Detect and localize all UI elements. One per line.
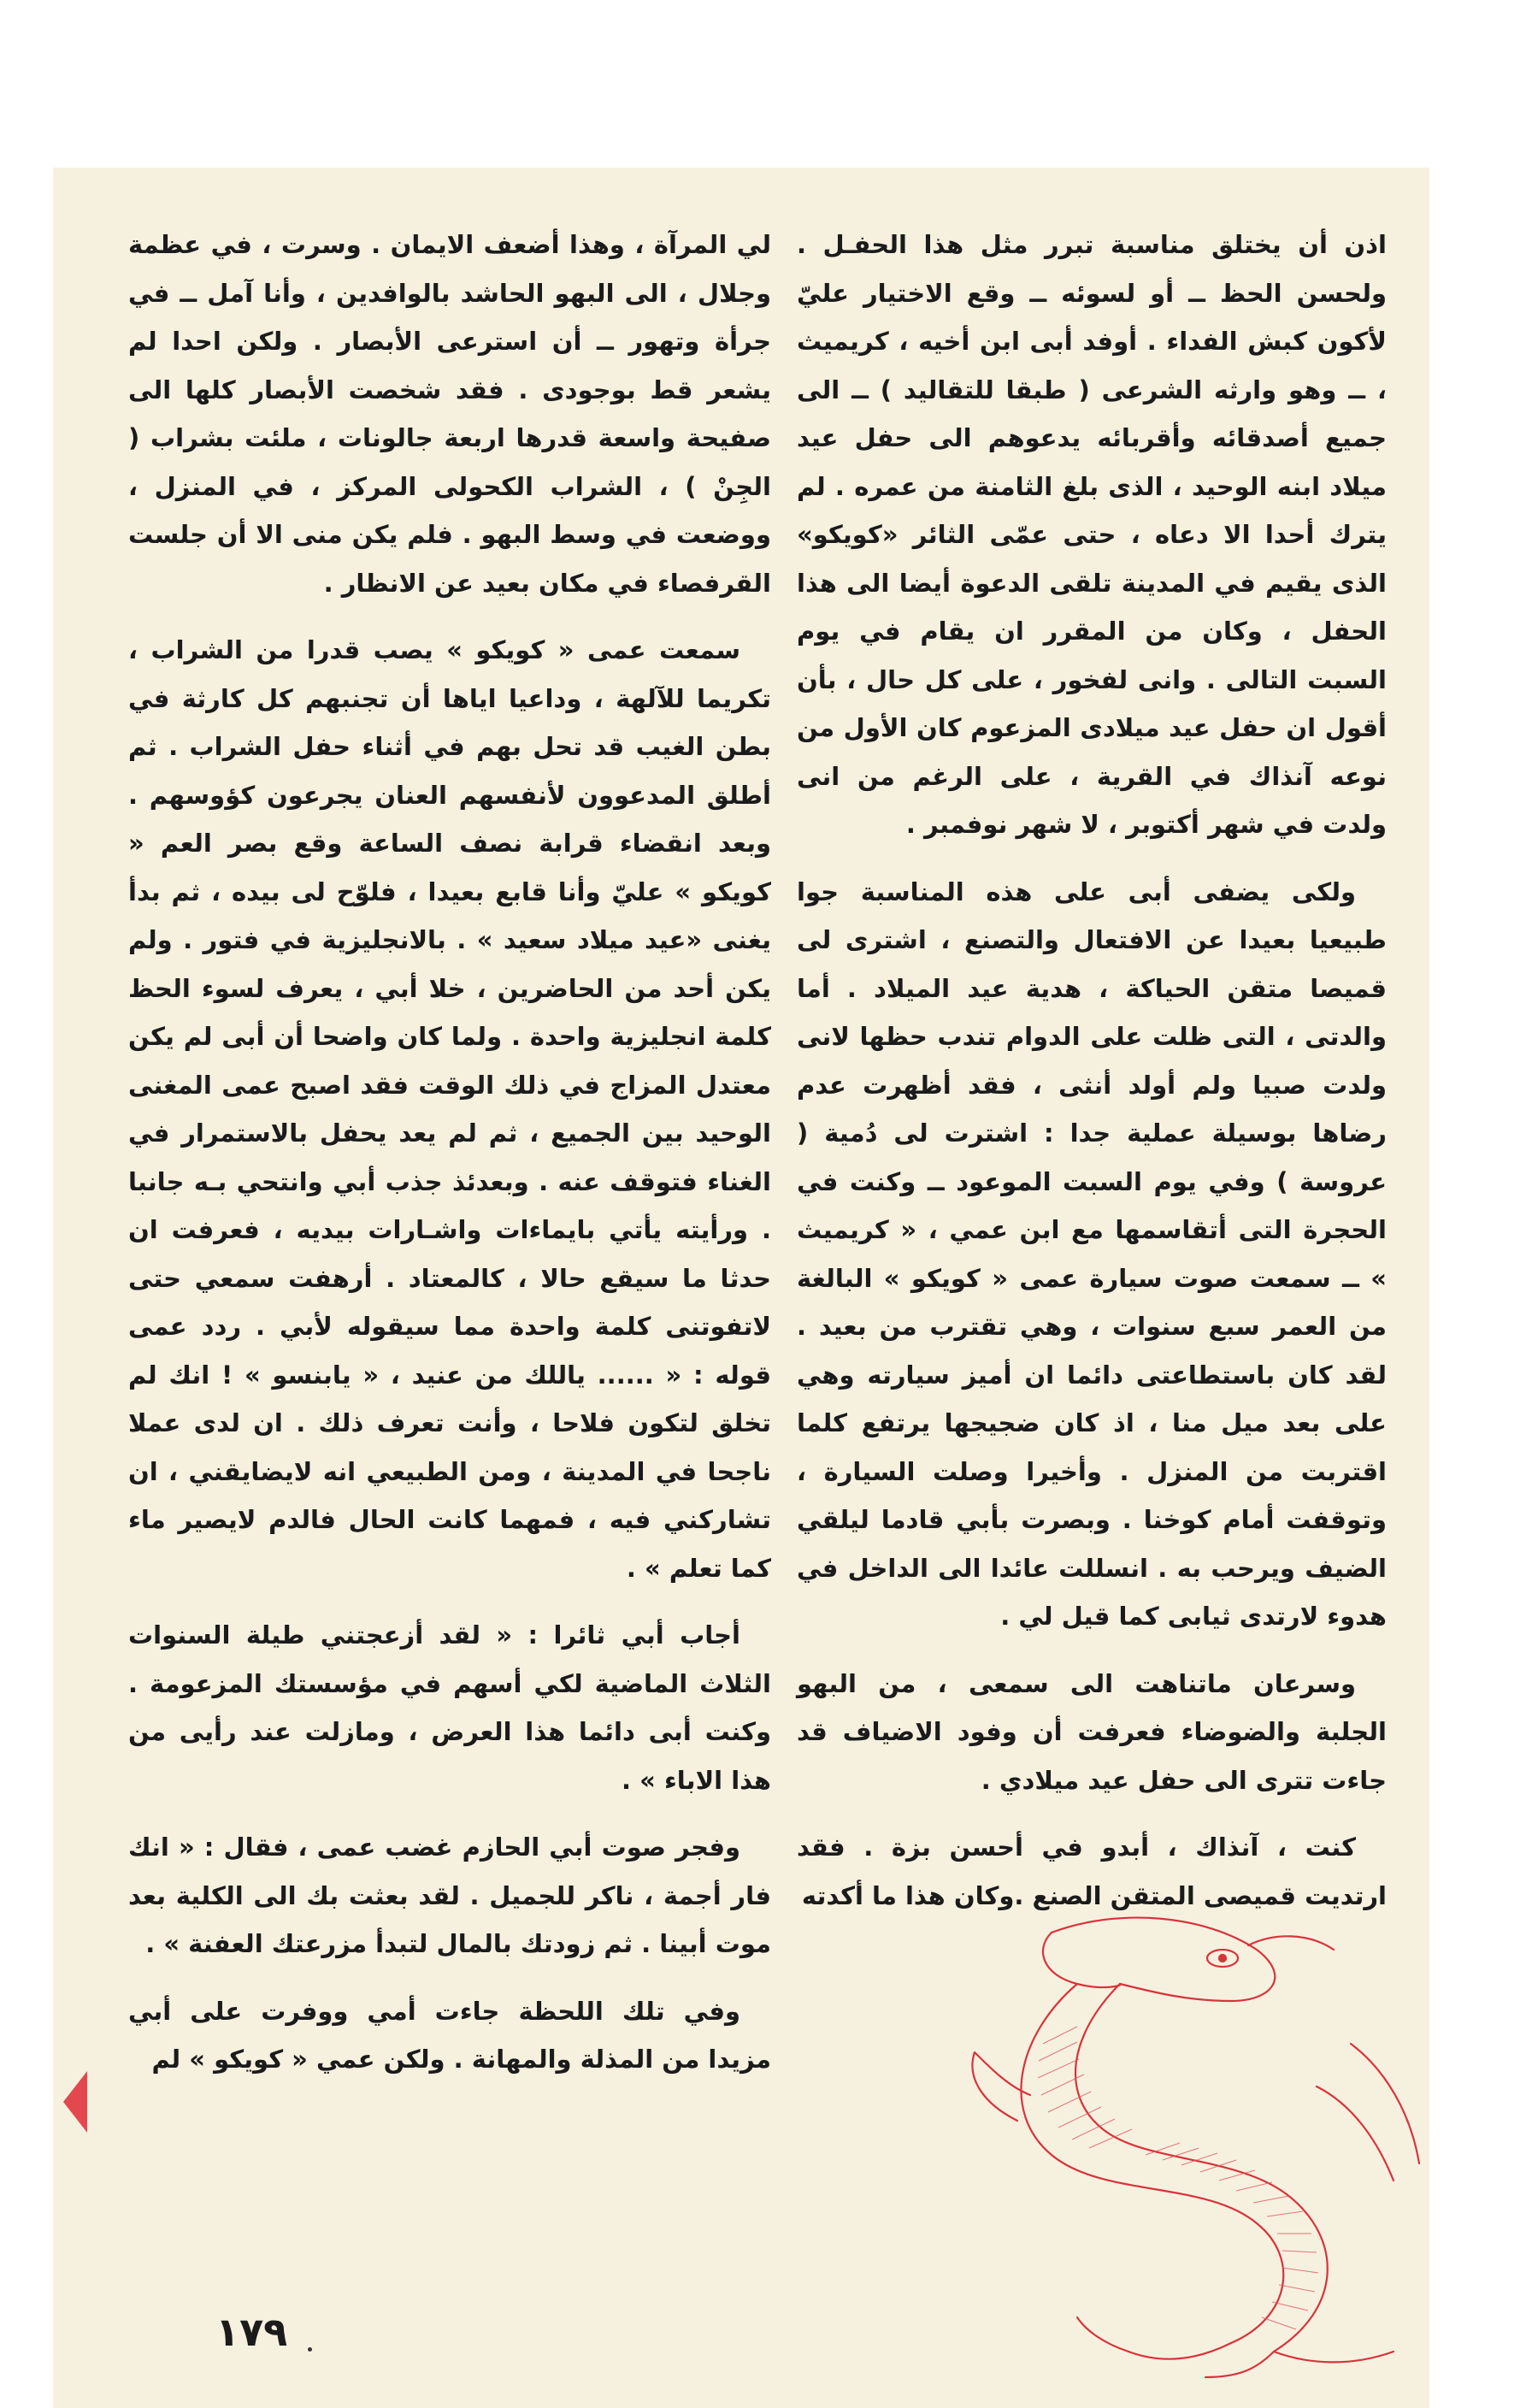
paragraph: اذن أن يختلق مناسبة تبرر مثل هذا الحفـل . ولحسن الحظ ــ أو لسوئه ــ وقع الاختيار عليّ لأكون كبش الفداء . أوفد أبى ابن أخيه ، كريميث ، ــ وهو وارثه الشرعى ( طبقا للتقاليد ) ــ الى جميع أصدقائه وأقربائه يدعوهم الى حفل عيد ميلاد ابنه الوحيد ، الذى بلغ الثامنة من عمره . لم يترك أحدا الا دعاه ، حتى عمّى الثائر «كويكو» الذى يقيم في المدينة تلقى الدعوة أيضا الى هذا الحفل ، وكان من المقرر ان يقام في يوم السبت التالى . وانى لفخور ، على كل حال ، بأن أقول ان حفل عيد ميلادى المزعوم كان الأول من نوعه آنذاك في القرية ، على الرغم من انى ولدت في شهر أكتوبر ، لا شهر نوفمبر . (797, 230, 1387, 839)
paragraph: ولكى يضفى أبى على هذه المناسبة جوا طبيعيا بعيدا عن الافتعال والتصنع ، اشترى لى قميصا متقن الحياكة ، هدية عيد الميلاد . أما والدتى ، التى ظلت على الدوام تندب حظها لانى ولدت صبيا ولم أولد أنثى ، فقد أظهرت عدم رضاها بوسيلة عملية جدا : اشترت لى دُمية ( عروسة ) وفي يوم السبت الموعود ــ وكنت في الحجرة التى أتقاسمها مع ابن عمي ، « كريميث » ــ سمعت صوت سيارة عمى « كويكو » البالغة من العمر سبع سنوات ، وهي تقترب من بعيد . لقد كان باستطاعتى دائما ان أميز سيارته وهي على بعد ميل منا ، اذ كان ضجيجها يرتفع كلما اقتربت من المنزل . وأخيرا وصلت السيارة ، وتوقفت أمام كوخنا . وبصرت بأبي قادما ليلقي الضيف ويرحب به . انسللت عائدا الى الداخل في هدوء لارتدى ثيابى كما قيل لي . (797, 876, 1387, 1631)
paragraph: أجاب أبي ثائرا : « لقد أزعجتني طيلة السنوات الثلاث الماضية لكي أسهم في مؤسستك المزعومة . وكنت أبى دائما هذا العرض ، ومازلت عند رأيى من هذا الاباء » . (128, 1620, 771, 1795)
paragraph: كنت ، آنذاك ، أبدو في أحسن بزة . فقد ارتديت قميصى المتقن الصنع .وكان هذا ما أكدته (797, 1833, 1387, 1910)
paragraph: لي المرآة ، وهذا أضعف الايمان . وسرت ، في عظمة وجلال ، الى البهو الحاشد بالوافدين ، وأنا آمل ــ في جرأة وتهور ــ أن استرعى الأبصار . ولكن احدا لم يشعر قط بوجودى . فقد شخصت الأبصار كلها الى صفيحة واسعة قدرها اربعة جالونات ، ملئت بشراب ( الجِنْ ) ، الشراب الكحولى المركز ، في المنزل ، ووضعت في وسط البهو . فلم يكن منى الا أن جلست القرفصاء في مكان بعيد عن الانظار . (128, 230, 771, 598)
serpent-fish-illustration (949, 1898, 1436, 2386)
right-text-column (797, 221, 1387, 1939)
ink-dot (308, 2347, 312, 2352)
page-number: ١٧٩ (215, 2309, 288, 2355)
left-text-column (128, 221, 771, 2103)
paragraph: وسرعان ماتناهت الى سمعى ، من البهو الجلبة والضوضاء فعرفت أن وفود الاضياف قد جاءت تترى الى حفل عيد ميلادي . (797, 1668, 1387, 1795)
paragraph: وفجر صوت أبي الحازم غضب عمى ، فقال : « انك فار أجمة ، ناكر للجميل . لقد بعثت بك الى الكلية بعد موت أبينا . ثم زودتك بالمال لتبدأ مزرعتك العفنة » . (128, 1833, 771, 1958)
paragraph: وفي تلك اللحظة جاءت أمي ووفرت على أبي مزيدا من المذلة والمهانة . ولكن عمي « كويكو » لم (128, 1996, 771, 2074)
paragraph: سمعت عمى « كويكو » يصب قدرا من الشراب ، تكريما للآلهة ، وداعيا اياها أن تجنبهم كل كارثة في بطن الغيب قد تحل بهم في أثناء حفل الشراب . ثم أطلق المدعوون لأنفسهم العنان يجرعون كؤوسهم . وبعد انقضاء قرابة نصف الساعة وقع بصر العم « كويكو » عليّ وأنا قابع بعيدا ، فلوّح لى بيده ، ثم بدأ يغنى «عيد ميلاد سعيد » . بالانجليزية في فتور . ولم يكن أحد من الحاضرين ، خلا أبي ، يعرف لسوء الحظ كلمة انجليزية واحدة . ولما كان واضحا أن أبى لم يكن معتدل المزاج في ذلك الوقت فقد اصبح عمى المغنى الوحيد بين الجميع ، ثم لم يعد يحفل بالاستمرار في الغناء فتوقف عنه . وبعدئذ جذب أبي وانتحي بـه جانبا . ورأيته يأتي بايماءات واشـارات بيديه ، فعرفت ان حدثا ما سيقع حالا ، كالمعتاد . أرهفت سمعي حتى لاتفوتنى كلمة واحدة مما سيقوله لأبي . ردد عمى قوله : « ...... ياللك من عنيد ، « يابنسو » ! انك لم تخلق لتكون فلاحا ، وأنت تعرف ذلك . ان لدى عملا ناجحا في المدينة ، ومن الطبيعي انه لايضايقني ، ان تشاركني فيه ، فمهما كانت الحال فالدم لايصير ماء كما تعلم » . (128, 635, 771, 1583)
page-marker-triangle (63, 2071, 87, 2133)
